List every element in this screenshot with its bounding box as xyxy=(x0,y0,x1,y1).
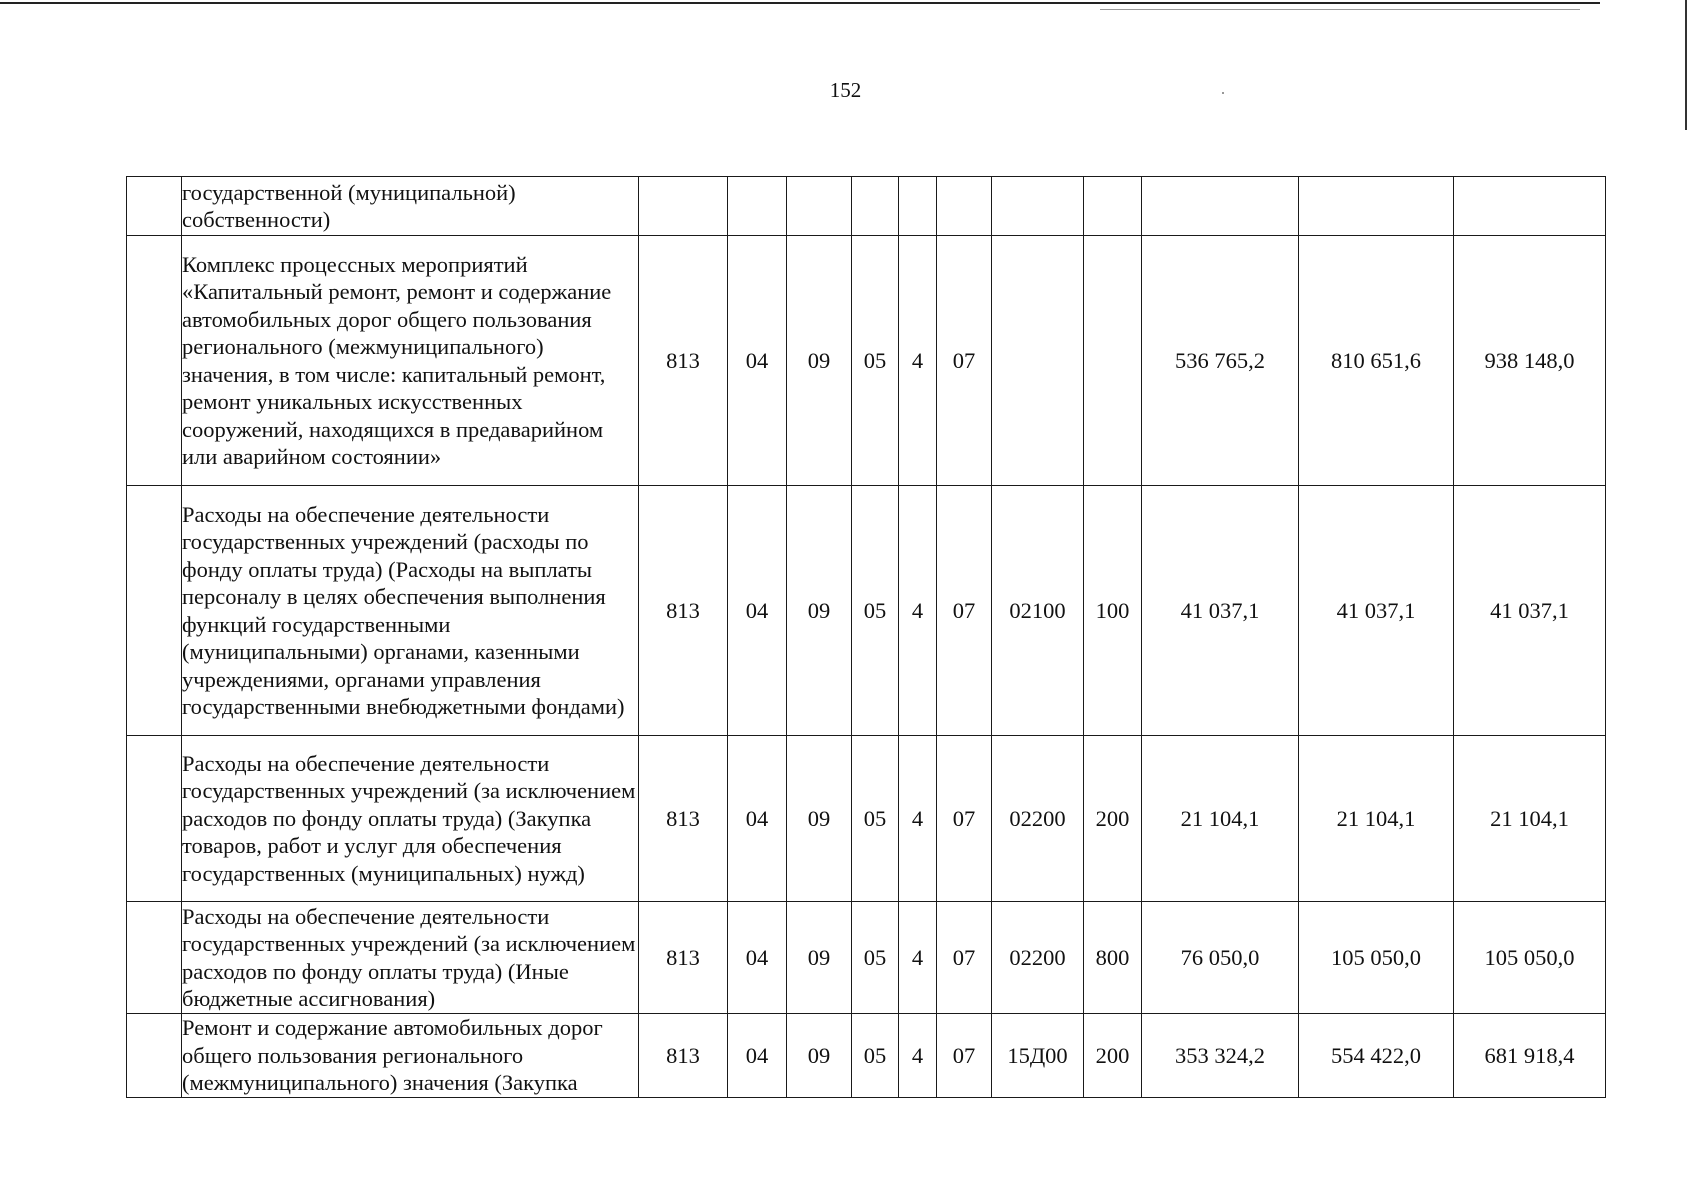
section-code-cell: 04 xyxy=(728,1014,787,1098)
direction-code-cell: 02200 xyxy=(992,902,1084,1014)
table-row xyxy=(127,177,1606,236)
program-code-cell: 05 xyxy=(852,236,899,486)
subsection-code-cell: 09 xyxy=(787,1014,852,1098)
description-cell: Расходы на обеспечение деятельности государственных учреждений (расходы по фонду оплаты труда) (Расходы на выплаты персоналу в целях обеспечения выполнения функций государственными (муниципальными) органами, казенными учреждениями, органами управления государственными внебюджетными фондами) xyxy=(182,486,639,736)
event-code-cell: 07 xyxy=(937,902,992,1014)
direction-code-cell: 02100 xyxy=(992,486,1084,736)
table-row xyxy=(127,1014,1606,1098)
subprogram-code-cell: 4 xyxy=(899,1014,937,1098)
amount-year-2-cell: 554 422,0 xyxy=(1299,1014,1454,1098)
amount-year-1-cell xyxy=(1142,177,1299,236)
event-code-cell: 07 xyxy=(937,236,992,486)
subprogram-code-cell: 4 xyxy=(899,236,937,486)
subsection-code-cell xyxy=(787,177,852,236)
expense-type-cell: 100 xyxy=(1084,486,1142,736)
description-cell: Расходы на обеспечение деятельности государственных учреждений (за исключением расходов по фонду оплаты труда) (Иные бюджетные ассигнования) xyxy=(182,902,639,1014)
row-number-cell xyxy=(127,236,182,486)
ministry-code-cell xyxy=(639,177,728,236)
scan-top-rule-faint xyxy=(1100,9,1580,10)
section-code-cell xyxy=(728,177,787,236)
program-code-cell: 05 xyxy=(852,1014,899,1098)
event-code-cell: 07 xyxy=(937,1014,992,1098)
scan-top-rule xyxy=(0,2,1600,4)
amount-year-1-cell: 21 104,1 xyxy=(1142,736,1299,902)
amount-year-3-cell: 105 050,0 xyxy=(1454,902,1606,1014)
amount-year-3-cell: 21 104,1 xyxy=(1454,736,1606,902)
expense-type-cell xyxy=(1084,236,1142,486)
program-code-cell: 05 xyxy=(852,736,899,902)
amount-year-1-cell: 353 324,2 xyxy=(1142,1014,1299,1098)
subsection-code-cell: 09 xyxy=(787,236,852,486)
section-code-cell: 04 xyxy=(728,236,787,486)
section-code-cell: 04 xyxy=(728,486,787,736)
subprogram-code-cell xyxy=(899,177,937,236)
event-code-cell: 07 xyxy=(937,486,992,736)
ministry-code-cell: 813 xyxy=(639,1014,728,1098)
program-code-cell xyxy=(852,177,899,236)
subsection-code-cell: 09 xyxy=(787,486,852,736)
amount-year-3-cell xyxy=(1454,177,1606,236)
subsection-code-cell: 09 xyxy=(787,736,852,902)
description-cell: государственной (муниципальной) собственности) xyxy=(182,177,639,236)
amount-year-2-cell: 105 050,0 xyxy=(1299,902,1454,1014)
ministry-code-cell: 813 xyxy=(639,902,728,1014)
amount-year-2-cell: 810 651,6 xyxy=(1299,236,1454,486)
direction-code-cell: 15Д00 xyxy=(992,1014,1084,1098)
direction-code-cell xyxy=(992,177,1084,236)
direction-code-cell: 02200 xyxy=(992,736,1084,902)
amount-year-3-cell: 938 148,0 xyxy=(1454,236,1606,486)
amount-year-2-cell: 21 104,1 xyxy=(1299,736,1454,902)
subsection-code-cell: 09 xyxy=(787,902,852,1014)
table-row xyxy=(127,902,1606,1014)
amount-year-3-cell: 681 918,4 xyxy=(1454,1014,1606,1098)
description-cell: Ремонт и содержание автомобильных дорог общего пользования регионального (межмуниципального) значения (Закупка xyxy=(182,1014,639,1098)
direction-code-cell xyxy=(992,236,1084,486)
amount-year-1-cell: 536 765,2 xyxy=(1142,236,1299,486)
row-number-cell xyxy=(127,1014,182,1098)
section-code-cell: 04 xyxy=(728,736,787,902)
budget-table xyxy=(126,176,1606,1098)
table-row xyxy=(127,236,1606,486)
description-cell: Расходы на обеспечение деятельности государственных учреждений (за исключением расходов по фонду оплаты труда) (Закупка товаров, работ и услуг для обеспечения государственных (муниципальных) нужд) xyxy=(182,736,639,902)
description-cell: Комплекс процессных мероприятий «Капитальный ремонт, ремонт и содержание автомобильных дорог общего пользования регионального (межмуниципального) значения, в том числе: капитальный ремонт, ремонт уникальных искусственных сооружений, находящихся в предаварийном или аварийном состоянии» xyxy=(182,236,639,486)
expense-type-cell: 800 xyxy=(1084,902,1142,1014)
table-row xyxy=(127,736,1606,902)
row-number-cell xyxy=(127,902,182,1014)
row-number-cell xyxy=(127,486,182,736)
amount-year-1-cell: 76 050,0 xyxy=(1142,902,1299,1014)
amount-year-2-cell: 41 037,1 xyxy=(1299,486,1454,736)
subprogram-code-cell: 4 xyxy=(899,902,937,1014)
page-number: 152 xyxy=(829,78,862,102)
amount-year-2-cell xyxy=(1299,177,1454,236)
row-number-cell xyxy=(127,736,182,902)
section-code-cell: 04 xyxy=(728,902,787,1014)
expense-type-cell xyxy=(1084,177,1142,236)
ministry-code-cell: 813 xyxy=(639,736,728,902)
ministry-code-cell: 813 xyxy=(639,236,728,486)
amount-year-1-cell: 41 037,1 xyxy=(1142,486,1299,736)
subprogram-code-cell: 4 xyxy=(899,736,937,902)
expense-type-cell: 200 xyxy=(1084,736,1142,902)
row-number-cell xyxy=(127,177,182,236)
subprogram-code-cell: 4 xyxy=(899,486,937,736)
table-row xyxy=(127,486,1606,736)
program-code-cell: 05 xyxy=(852,486,899,736)
amount-year-3-cell: 41 037,1 xyxy=(1454,486,1606,736)
scan-right-edge xyxy=(1685,0,1687,130)
ministry-code-cell: 813 xyxy=(639,486,728,736)
event-code-cell xyxy=(937,177,992,236)
expense-type-cell: 200 xyxy=(1084,1014,1142,1098)
event-code-cell: 07 xyxy=(937,736,992,902)
program-code-cell: 05 xyxy=(852,902,899,1014)
